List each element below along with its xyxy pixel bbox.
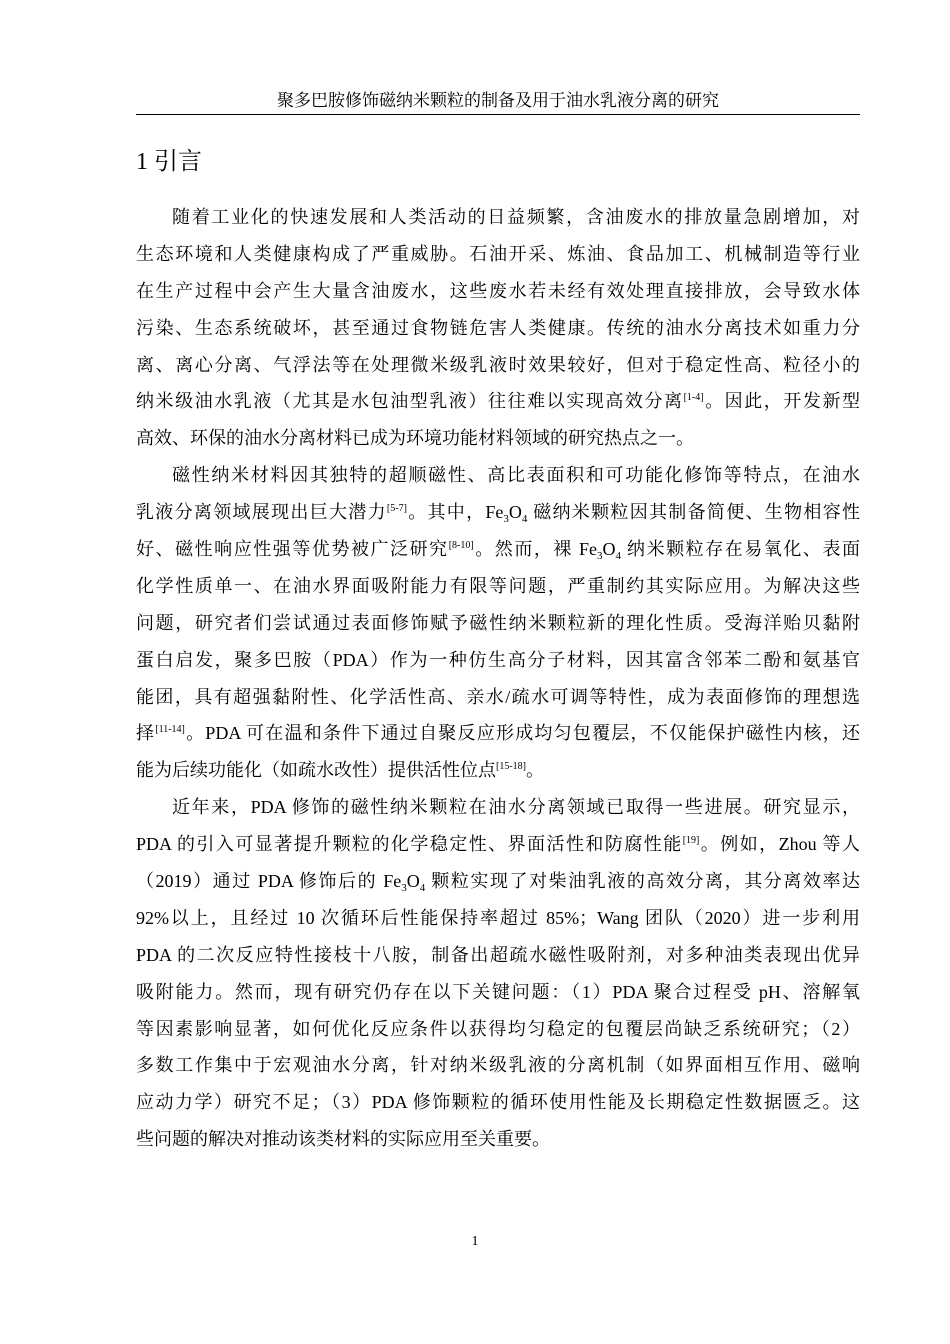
text-line — [136, 826, 860, 863]
text-line — [136, 347, 860, 384]
text-run: 化学性质单一、在油水界面吸附能力有限等问题，严重制约其实际应用。为解决这些 — [136, 575, 860, 596]
text-run: 92%以上，且经过 10 次循环后性能保持率超过 85%；Wang 团队（2020）进一步利用 — [136, 907, 860, 928]
text-line — [136, 236, 860, 273]
text-run: 随着工业化的快速发展和人类活动的日益频繁，含油废水的排放量急剧增加，对 — [172, 207, 860, 227]
text-line — [136, 568, 860, 605]
text-run: 生态环境和人类健康构成了严重威胁。石油开采、炼油、食品加工、机械制造等行业 — [136, 243, 860, 264]
citation-superscript: [1-4] — [683, 392, 704, 404]
text-run: 。PDA 可在温和条件下通过自聚反应形成均匀包覆层，不仅能保护磁性内核，还 — [184, 723, 861, 744]
text-run: 纳米颗粒存在易氧化、表面 — [621, 539, 861, 560]
text-line — [136, 863, 860, 900]
text-run: 吸附能力。然而，现有研究仍存在以下关键问题：（1）PDA 聚合过程受 pH、溶解氧 — [136, 981, 860, 1002]
text-line — [136, 715, 860, 752]
text-run: 应动力学）研究不足；（3）PDA 修饰颗粒的循环使用性能及长期稳定性数据匮乏。这 — [136, 1092, 860, 1113]
text-run: 蛋白启发，聚多巴胺（PDA）作为一种仿生高分子材料，因其富含邻苯二酚和氨基官 — [136, 649, 860, 670]
text-line — [136, 605, 860, 642]
subscript: 3 — [401, 882, 407, 895]
section-title: 1 引言 — [136, 149, 202, 175]
text-run: 等因素影响显著，如何优化反应条件以获得均匀稳定的包覆层尚缺乏系统研究；（2） — [136, 1018, 860, 1039]
text-line — [136, 900, 860, 937]
text-run: 。例如，Zhou 等人 — [699, 834, 861, 855]
text-run: PDA 的引入可显著提升颗粒的化学稳定性、界面活性和防腐性能 — [136, 834, 683, 855]
text-run: O — [508, 502, 522, 523]
text-run: 。 — [526, 760, 544, 781]
text-line — [136, 679, 860, 716]
citation-superscript: [8-10] — [448, 540, 474, 552]
citation-superscript: [15-18] — [496, 761, 526, 773]
subscript: 3 — [597, 550, 603, 563]
document-body — [136, 199, 860, 1158]
text-run: 在生产过程中会产生大量含油废水，这些废水若未经有效处理直接排放，会导致水体 — [136, 280, 860, 301]
text-run: 离、离心分离、气浮法等在处理微米级乳液时效果较好，但对于稳定性高、粒径小的 — [136, 354, 860, 375]
subscript: 4 — [419, 882, 426, 895]
text-run: 纳米级油水乳液（尤其是水包油型乳液）往往难以实现高效分离 — [136, 391, 684, 412]
text-line — [136, 494, 860, 531]
text-line — [136, 752, 860, 789]
paragraph — [136, 199, 860, 457]
text-run: 高效、环保的油水分离材料已成为环境功能材料领域的研究热点之一。 — [136, 428, 694, 449]
citation-superscript: [5-7] — [386, 503, 407, 515]
text-line — [136, 457, 860, 494]
text-run: O — [602, 539, 616, 560]
text-line — [136, 1047, 860, 1084]
citation-superscript: [11-14] — [155, 724, 185, 736]
text-run: 磁纳米颗粒因其制备简便、生物相容性 — [527, 502, 861, 523]
text-line — [136, 273, 860, 310]
text-line — [136, 310, 860, 347]
text-line — [136, 974, 860, 1011]
text-run: 。然而，裸 Fe — [473, 539, 597, 560]
text-run: 问题，研究者们尝试通过表面修饰赋予磁性纳米颗粒新的理化性质。受海洋贻贝黏附 — [136, 612, 860, 633]
text-run: 。因此，开发新型 — [703, 391, 861, 412]
text-run: 乳液分离领域展现出巨大潜力 — [136, 502, 387, 523]
paragraph — [136, 789, 860, 1158]
text-run: 能为后续功能化（如疏水改性）提供活性位点 — [136, 760, 496, 781]
text-line — [136, 420, 860, 457]
text-run: 污染、生态系统破坏，甚至通过食物链危害人类健康。传统的油水分离技术如重力分 — [136, 317, 860, 338]
text-run: 多数工作集中于宏观油水分离，针对纳米级乳液的分离机制（如界面相互作用、磁响 — [136, 1055, 860, 1076]
text-line — [136, 789, 860, 826]
text-run: （2019）通过 PDA 修饰后的 Fe — [136, 871, 402, 892]
text-line — [136, 1121, 860, 1158]
text-run: 好、磁性响应性强等优势被广泛研究 — [136, 539, 449, 560]
text-line — [136, 199, 860, 236]
page-number: 1 — [471, 1234, 479, 1249]
text-run: 磁性纳米材料因其独特的超顺磁性、高比表面积和可功能化修饰等特点，在油水 — [172, 465, 860, 486]
running-header: 聚多巴胺修饰磁纳米颗粒的制备及用于油水乳液分离的研究 — [277, 91, 719, 110]
text-line — [136, 383, 860, 420]
text-run: 近年来，PDA 修饰的磁性纳米颗粒在油水分离领域已取得一些进展。研究显示， — [172, 797, 860, 818]
text-run: 择 — [136, 723, 156, 744]
header-divider — [136, 114, 860, 115]
subscript: 4 — [615, 550, 621, 563]
text-run: 些问题的解决对推动该类材料的实际应用至关重要。 — [136, 1129, 550, 1150]
paragraph — [136, 457, 860, 789]
text-run: 能团，具有超强黏附性、化学活性高、亲水/疏水可调等特性，成为表面修饰的理想选 — [136, 686, 860, 707]
citation-superscript: [19] — [682, 835, 700, 847]
text-run: PDA 的二次反应特性接枝十八胺，制备出超疏水磁性吸附剂，对多种油类表现出优异 — [136, 944, 860, 965]
text-run: 颗粒实现了对柴油乳液的高效分离，其分离效率达 — [425, 871, 861, 892]
text-line — [136, 642, 860, 679]
text-run: 。其中，Fe — [406, 502, 504, 523]
subscript: 4 — [521, 513, 528, 526]
text-line — [136, 937, 860, 974]
subscript: 3 — [503, 513, 509, 526]
text-line — [136, 531, 860, 568]
text-run: O — [406, 871, 420, 892]
text-line — [136, 1011, 860, 1048]
text-line — [136, 1084, 860, 1121]
